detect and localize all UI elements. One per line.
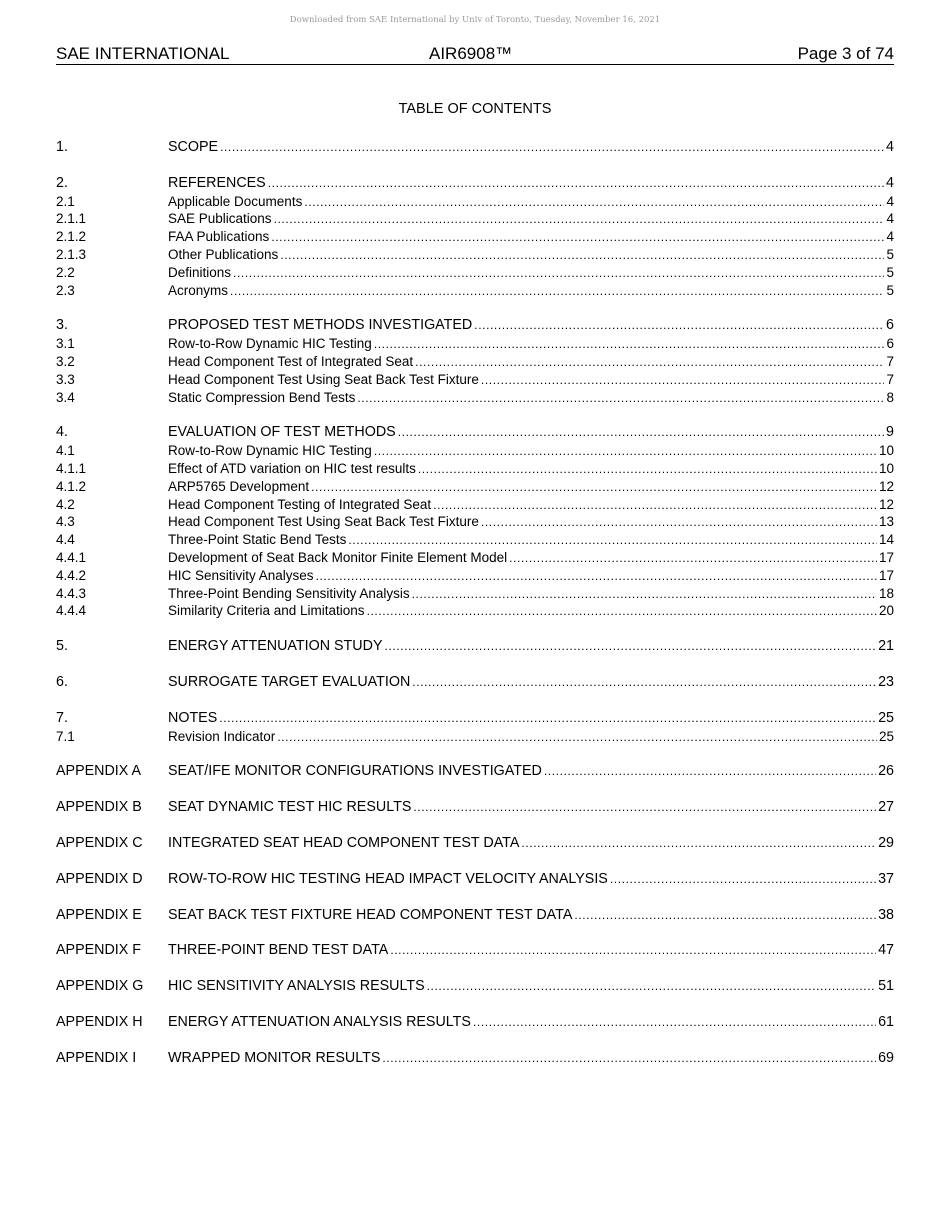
toc-entry-number: APPENDIX I bbox=[56, 1049, 137, 1066]
toc-dot-leader bbox=[367, 603, 877, 621]
toc-entry-number: APPENDIX G bbox=[56, 978, 144, 995]
toc-entry-number: 3. bbox=[56, 317, 68, 334]
download-watermark: Downloaded from SAE International by Univ of Toronto, Tuesday, November 16, 2021 bbox=[289, 15, 661, 25]
toc-entry-page: 20 bbox=[878, 603, 894, 619]
toc-entry-number: APPENDIX E bbox=[56, 906, 142, 923]
toc-entry-page: 47 bbox=[878, 942, 894, 959]
toc-section bbox=[56, 710, 894, 746]
toc-dot-leader bbox=[374, 443, 877, 461]
toc-entry-title: ARP5765 Development bbox=[168, 478, 310, 494]
toc-dot-leader bbox=[398, 424, 884, 442]
toc-entry-page: 21 bbox=[878, 638, 894, 655]
toc-dot-leader bbox=[348, 532, 877, 550]
toc-entry-number: APPENDIX B bbox=[56, 799, 142, 816]
toc-entry-page: 9 bbox=[886, 424, 894, 441]
toc-entry[interactable] bbox=[56, 496, 894, 514]
toc-entry[interactable] bbox=[56, 371, 894, 389]
toc-entry[interactable] bbox=[56, 763, 894, 781]
toc-entry-number: 3.1 bbox=[56, 336, 75, 352]
toc-entry-page: 7 bbox=[886, 371, 894, 387]
toc-entry-title: SEAT BACK TEST FIXTURE HEAD COMPONENT TEST DATA bbox=[168, 906, 573, 923]
toc-entry[interactable] bbox=[56, 478, 894, 496]
toc-entry[interactable] bbox=[56, 942, 894, 960]
toc-entry[interactable] bbox=[56, 317, 894, 335]
toc-entry-page: 8 bbox=[886, 389, 894, 405]
toc-entry-number: 4.1.1 bbox=[56, 460, 87, 476]
toc-entry-number: 7.1 bbox=[56, 728, 75, 744]
toc-entry-page: 17 bbox=[878, 549, 894, 565]
toc-entry-number: APPENDIX H bbox=[56, 1013, 143, 1030]
toc-entry[interactable] bbox=[56, 228, 894, 246]
toc-entry-title: Definitions bbox=[168, 264, 232, 280]
toc-dot-leader bbox=[280, 247, 884, 265]
toc-entry-number: 1. bbox=[56, 139, 68, 155]
toc-entry[interactable] bbox=[56, 175, 894, 193]
toc-entry[interactable] bbox=[56, 602, 894, 620]
toc-entry-title: SEAT/IFE MONITOR CONFIGURATIONS INVESTIGATED bbox=[168, 763, 542, 780]
toc-dot-leader bbox=[481, 372, 885, 390]
toc-entry-title: Revision Indicator bbox=[168, 728, 276, 744]
toc-entry-number: 7. bbox=[56, 709, 68, 726]
toc-dot-leader bbox=[610, 871, 876, 889]
toc-entry-title: WRAPPED MONITOR RESULTS bbox=[168, 1049, 381, 1066]
toc-entry[interactable] bbox=[56, 835, 894, 853]
toc-entry-title: INTEGRATED SEAT HEAD COMPONENT TEST DATA bbox=[168, 834, 520, 851]
toc-entry-title: Acronyms bbox=[168, 282, 229, 298]
toc-entry[interactable] bbox=[56, 282, 894, 300]
toc-entry[interactable] bbox=[56, 549, 894, 567]
toc-dot-leader bbox=[230, 283, 884, 301]
toc-dot-leader bbox=[390, 942, 876, 960]
toc-entry-page: 6 bbox=[886, 317, 894, 334]
toc-entry-title: Row-to-Row Dynamic HIC Testing bbox=[168, 336, 372, 352]
toc-entry-page: 69 bbox=[878, 1049, 894, 1066]
toc-entry-number: 2.3 bbox=[56, 282, 75, 298]
toc-entry[interactable] bbox=[56, 871, 894, 889]
toc-entry-page: 17 bbox=[878, 567, 894, 583]
toc-entry-page: 4 bbox=[886, 211, 894, 227]
toc-entry[interactable] bbox=[56, 531, 894, 549]
toc-entry-title: Head Component Test of Integrated Seat bbox=[168, 353, 414, 369]
toc-entry-page: 10 bbox=[878, 460, 894, 476]
toc-entry[interactable] bbox=[56, 1014, 894, 1032]
toc-section bbox=[56, 424, 894, 620]
toc-entry-page: 6 bbox=[886, 336, 894, 352]
toc-dot-leader bbox=[277, 729, 877, 747]
toc-section bbox=[56, 942, 894, 960]
toc-entry-title: SURROGATE TARGET EVALUATION bbox=[168, 673, 411, 690]
toc-entry-page: 14 bbox=[878, 532, 894, 548]
toc-entry[interactable] bbox=[56, 264, 894, 282]
toc-entry-page: 38 bbox=[878, 906, 894, 923]
toc-entry-page: 4 bbox=[886, 139, 894, 155]
toc-entry[interactable] bbox=[56, 728, 894, 746]
toc-entry-title: SAE Publications bbox=[168, 211, 272, 227]
toc-entry-title: Three-Point Static Bend Tests bbox=[168, 532, 347, 548]
toc-entry-title: Head Component Test Using Seat Back Test Fixture bbox=[168, 514, 479, 530]
toc-entry-number: 4.2 bbox=[56, 496, 75, 512]
toc-dot-leader bbox=[509, 550, 877, 568]
toc-section bbox=[56, 139, 894, 157]
toc-entry-title: HIC Sensitivity Analyses bbox=[168, 567, 314, 583]
toc-entry-page: 4 bbox=[886, 174, 894, 191]
toc-entry-number: 4.4.2 bbox=[56, 567, 87, 583]
toc-section bbox=[56, 674, 894, 692]
toc-dot-leader bbox=[311, 479, 877, 497]
toc-entry[interactable] bbox=[56, 1050, 894, 1068]
toc-entry-number: 4.4.1 bbox=[56, 549, 87, 565]
toc-entry-title: Three-Point Bending Sensitivity Analysis bbox=[168, 585, 410, 601]
toc-entry-title: REFERENCES bbox=[168, 174, 266, 191]
toc-entry-number: 3.3 bbox=[56, 371, 75, 387]
toc-entry-title: ENERGY ATTENUATION STUDY bbox=[168, 638, 383, 655]
toc-entry-title: Effect of ATD variation on HIC test results bbox=[168, 460, 416, 476]
toc-entry-number: 4.1.2 bbox=[56, 478, 87, 494]
toc-entry[interactable] bbox=[56, 674, 894, 692]
toc-entry-page: 12 bbox=[878, 496, 894, 512]
toc-dot-leader bbox=[219, 710, 876, 728]
toc-entry-page: 37 bbox=[878, 870, 894, 887]
header-organization: SAE INTERNATIONAL bbox=[56, 44, 230, 63]
toc-entry[interactable] bbox=[56, 353, 894, 371]
toc-dot-leader bbox=[357, 390, 884, 408]
toc-dot-leader bbox=[271, 229, 884, 247]
toc-entry-page: 5 bbox=[886, 264, 894, 280]
toc-entry[interactable] bbox=[56, 139, 894, 157]
toc-entry-title: THREE-POINT BEND TEST DATA bbox=[168, 942, 389, 959]
toc-dot-leader bbox=[521, 835, 876, 853]
toc-entry-number: 2.1.3 bbox=[56, 246, 87, 262]
toc-entry-page: 27 bbox=[878, 799, 894, 816]
toc-entry-title: Static Compression Bend Tests bbox=[168, 389, 356, 405]
table-of-contents bbox=[56, 139, 894, 1085]
toc-entry-page: 4 bbox=[886, 193, 894, 209]
toc-entry-page: 13 bbox=[878, 514, 894, 530]
toc-title: TABLE OF CONTENTS bbox=[398, 101, 552, 117]
toc-entry[interactable] bbox=[56, 335, 894, 353]
toc-entry-page: 25 bbox=[878, 728, 894, 744]
toc-entry-number: 5. bbox=[56, 638, 68, 655]
toc-section bbox=[56, 175, 894, 300]
toc-entry-title: Applicable Documents bbox=[168, 193, 303, 209]
toc-dot-leader bbox=[268, 175, 884, 193]
toc-entry-title: HIC SENSITIVITY ANALYSIS RESULTS bbox=[168, 978, 425, 995]
toc-dot-leader bbox=[374, 336, 885, 354]
toc-dot-leader bbox=[233, 265, 884, 283]
toc-entry-number: APPENDIX F bbox=[56, 942, 142, 959]
toc-entry-page: 7 bbox=[886, 353, 894, 369]
toc-dot-leader bbox=[418, 461, 877, 479]
toc-entry-number: 3.2 bbox=[56, 353, 75, 369]
toc-dot-leader bbox=[481, 514, 877, 532]
toc-section bbox=[56, 763, 894, 781]
toc-section bbox=[56, 638, 894, 656]
toc-dot-leader bbox=[382, 1050, 876, 1068]
toc-dot-leader bbox=[544, 763, 876, 781]
toc-dot-leader bbox=[412, 674, 876, 692]
toc-section bbox=[56, 799, 894, 817]
toc-entry[interactable] bbox=[56, 442, 894, 460]
toc-entry[interactable] bbox=[56, 799, 894, 817]
toc-entry-page: 12 bbox=[878, 478, 894, 494]
toc-dot-leader bbox=[474, 317, 884, 335]
toc-entry-number: 4.1 bbox=[56, 443, 75, 459]
toc-entry[interactable] bbox=[56, 193, 894, 211]
toc-entry-title: NOTES bbox=[168, 709, 218, 726]
toc-dot-leader bbox=[384, 638, 876, 656]
toc-entry-title: Head Component Test Using Seat Back Test Fixture bbox=[168, 371, 479, 387]
toc-entry-number: 2.1.2 bbox=[56, 229, 87, 245]
toc-entry-title: FAA Publications bbox=[168, 229, 270, 245]
toc-section bbox=[56, 1050, 894, 1068]
toc-entry-title: SCOPE bbox=[168, 139, 219, 155]
toc-entry-page: 61 bbox=[878, 1013, 894, 1030]
toc-entry-number: 2.2 bbox=[56, 264, 75, 280]
toc-entry[interactable] bbox=[56, 246, 894, 264]
toc-entry-number: 3.4 bbox=[56, 389, 75, 405]
toc-entry-number: APPENDIX A bbox=[56, 763, 142, 780]
toc-section bbox=[56, 835, 894, 853]
toc-entry-title: Other Publications bbox=[168, 246, 279, 262]
toc-entry-title: Row-to-Row Dynamic HIC Testing bbox=[168, 443, 372, 459]
toc-entry-page: 51 bbox=[878, 978, 894, 995]
toc-entry-title: EVALUATION OF TEST METHODS bbox=[168, 424, 396, 441]
toc-entry-page: 10 bbox=[878, 443, 894, 459]
toc-entry[interactable] bbox=[56, 710, 894, 728]
toc-dot-leader bbox=[316, 568, 877, 586]
toc-entry-number: 4.3 bbox=[56, 514, 75, 530]
toc-entry[interactable] bbox=[56, 210, 894, 228]
toc-entry-page: 26 bbox=[878, 763, 894, 780]
toc-entry[interactable] bbox=[56, 567, 894, 585]
header-document-number: AIR6908™ bbox=[429, 44, 513, 63]
toc-entry[interactable] bbox=[56, 907, 894, 925]
toc-entry-page: 29 bbox=[878, 834, 894, 851]
toc-entry-number: 2. bbox=[56, 174, 68, 191]
toc-section bbox=[56, 871, 894, 889]
toc-entry-number: APPENDIX C bbox=[56, 834, 143, 851]
toc-entry-number: 4.4.3 bbox=[56, 585, 87, 601]
toc-section bbox=[56, 907, 894, 925]
toc-entry-number: APPENDIX D bbox=[56, 870, 143, 887]
toc-entry[interactable] bbox=[56, 978, 894, 996]
toc-entry-page: 5 bbox=[886, 282, 894, 298]
toc-entry-title: ENERGY ATTENUATION ANALYSIS RESULTS bbox=[168, 1013, 471, 1030]
toc-entry[interactable] bbox=[56, 638, 894, 656]
toc-entry-number: 4.4 bbox=[56, 532, 75, 548]
toc-section bbox=[56, 1014, 894, 1032]
toc-entry-page: 4 bbox=[886, 229, 894, 245]
toc-dot-leader bbox=[415, 354, 884, 372]
toc-dot-leader bbox=[413, 799, 876, 817]
toc-entry-title: SEAT DYNAMIC TEST HIC RESULTS bbox=[168, 799, 412, 816]
toc-entry-number: 2.1 bbox=[56, 193, 75, 209]
page-header bbox=[56, 44, 894, 65]
toc-entry-title: Similarity Criteria and Limitations bbox=[168, 603, 365, 619]
toc-entry-page: 25 bbox=[878, 709, 894, 726]
toc-entry-number: 6. bbox=[56, 673, 68, 690]
toc-dot-leader bbox=[274, 211, 885, 229]
toc-entry-number: 4. bbox=[56, 424, 68, 441]
toc-entry-page: 5 bbox=[886, 246, 894, 262]
toc-dot-leader bbox=[427, 978, 876, 996]
toc-dot-leader bbox=[220, 139, 884, 157]
toc-entry-title: ROW-TO-ROW HIC TESTING HEAD IMPACT VELOCITY ANALYSIS bbox=[168, 870, 608, 887]
toc-entry[interactable] bbox=[56, 585, 894, 603]
toc-section bbox=[56, 978, 894, 996]
toc-dot-leader bbox=[473, 1014, 876, 1032]
toc-dot-leader bbox=[412, 586, 877, 604]
toc-dot-leader bbox=[574, 907, 876, 925]
toc-dot-leader bbox=[304, 194, 884, 212]
toc-entry-title: Development of Seat Back Monitor Finite Element Model bbox=[168, 549, 508, 565]
toc-entry-page: 23 bbox=[878, 673, 894, 690]
toc-entry-title: PROPOSED TEST METHODS INVESTIGATED bbox=[168, 317, 473, 334]
toc-entry-title: Head Component Testing of Integrated Seat bbox=[168, 496, 432, 512]
header-page-number: Page 3 of 74 bbox=[797, 44, 894, 63]
toc-section bbox=[56, 317, 894, 406]
toc-entry[interactable] bbox=[56, 424, 894, 442]
toc-entry[interactable] bbox=[56, 460, 894, 478]
toc-entry-page: 18 bbox=[878, 585, 894, 601]
toc-entry[interactable] bbox=[56, 389, 894, 407]
toc-entry-number: 2.1.1 bbox=[56, 211, 87, 227]
toc-dot-leader bbox=[433, 497, 877, 515]
toc-entry[interactable] bbox=[56, 513, 894, 531]
toc-entry-number: 4.4.4 bbox=[56, 603, 87, 619]
